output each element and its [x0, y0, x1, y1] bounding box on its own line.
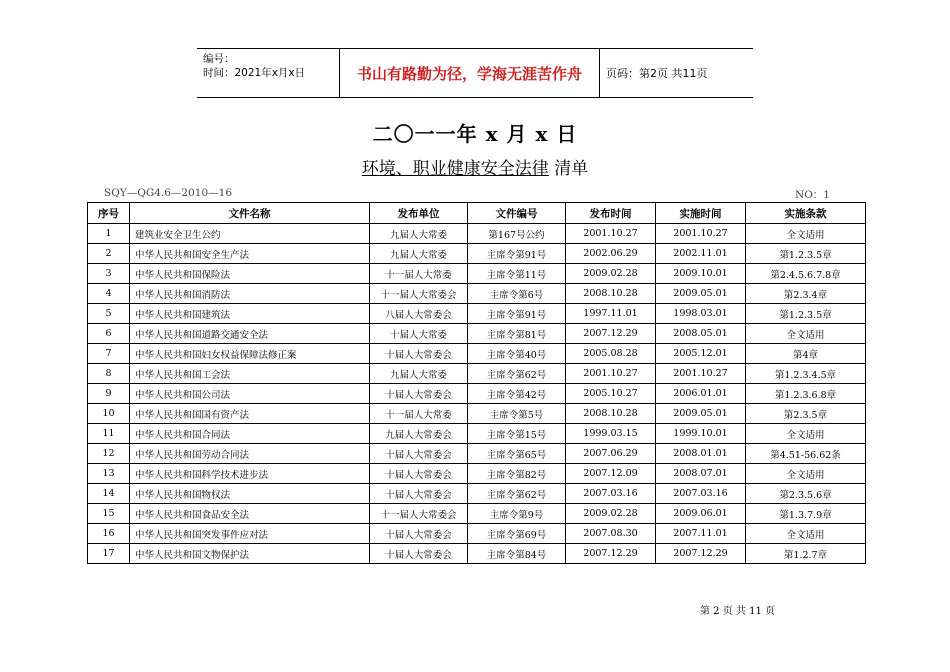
table-cell: 2009.06.01	[656, 504, 746, 524]
table-cell: 中华人民共和国保险法	[130, 264, 370, 284]
table-cell: 6	[88, 324, 130, 344]
table-cell: 中华人民共和国国有资产法	[130, 404, 370, 424]
table-cell: 中华人民共和国文物保护法	[130, 544, 370, 564]
table-cell: 十一届人大常委会	[370, 284, 468, 304]
table-cell: 建筑业安全卫生公约	[130, 224, 370, 244]
table-cell: 主席令第5号	[468, 404, 566, 424]
table-row	[88, 544, 866, 564]
table-cell: 第4.51-56.62条	[746, 444, 866, 464]
table-cell: 第1.2.3.4.5章	[746, 364, 866, 384]
table-cell: 主席令第69号	[468, 524, 566, 544]
table-row	[88, 404, 866, 424]
table-row	[88, 324, 866, 344]
law-list-table	[87, 202, 866, 564]
column-header: 实施条款	[746, 203, 866, 224]
table-cell: 中华人民共和国合同法	[130, 424, 370, 444]
table-cell: 第1.2.7章	[746, 544, 866, 564]
table-cell: 中华人民共和国工会法	[130, 364, 370, 384]
time-label: 时间：2021年x月x日	[203, 67, 306, 79]
table-cell: 十届人大常委会	[370, 444, 468, 464]
table-cell: 中华人民共和国妇女权益保障法修正案	[130, 344, 370, 364]
column-header: 文件编号	[468, 203, 566, 224]
table-cell: 全文适用	[746, 524, 866, 544]
table-cell: 中华人民共和国突发事件应对法	[130, 524, 370, 544]
table-cell: 主席令第11号	[468, 264, 566, 284]
table-cell: 1998.03.01	[656, 304, 746, 324]
table-cell: 2007.12.09	[566, 464, 656, 484]
table-cell: 十一届人大常委	[370, 264, 468, 284]
title-suffix: 清单	[548, 159, 589, 179]
table-cell: 2001.10.27	[656, 364, 746, 384]
table-row	[88, 524, 866, 544]
table-cell: 十届人大常委	[370, 324, 468, 344]
table-cell: 第2.4.5.6.7.8章	[746, 264, 866, 284]
table-cell: 中华人民共和国科学技术进步法	[130, 464, 370, 484]
table-cell: 1999.03.15	[566, 424, 656, 444]
table-cell: 第1.2.3.5章	[746, 244, 866, 264]
table-cell: 中华人民共和国公司法	[130, 384, 370, 404]
table-cell: 2009.05.01	[656, 404, 746, 424]
table-cell: 2008.07.01	[656, 464, 746, 484]
document-code: SQY—QG4.6—2010—16	[104, 187, 233, 199]
table-header-row	[88, 203, 866, 224]
table-cell: 2007.03.16	[566, 484, 656, 504]
table-cell: 中华人民共和国建筑法	[130, 304, 370, 324]
table-cell: 1	[88, 224, 130, 244]
table-cell: 十届人大常委会	[370, 484, 468, 504]
table-cell: 2007.11.01	[656, 524, 746, 544]
table-row	[88, 244, 866, 264]
document-number: NO：1	[795, 189, 830, 201]
table-cell: 15	[88, 504, 130, 524]
table-cell: 12	[88, 444, 130, 464]
table-cell: 2005.12.01	[656, 344, 746, 364]
table-row	[88, 344, 866, 364]
table-cell: 第2.3.5.6章	[746, 484, 866, 504]
table-cell: 主席令第84号	[468, 544, 566, 564]
table-row	[88, 304, 866, 324]
table-cell: 2009.05.01	[656, 284, 746, 304]
table-cell: 十届人大常委会	[370, 384, 468, 404]
table-cell: 17	[88, 544, 130, 564]
table-cell: 十届人大常委会	[370, 544, 468, 564]
table-cell: 2007.08.30	[566, 524, 656, 544]
table-cell: 2007.03.16	[656, 484, 746, 504]
table-cell: 2005.08.28	[566, 344, 656, 364]
table-cell: 九届人大常委	[370, 224, 468, 244]
table-row	[88, 364, 866, 384]
table-cell: 第167号公约	[468, 224, 566, 244]
table-cell: 中华人民共和国食品安全法	[130, 504, 370, 524]
table-cell: 第1.2.3.5章	[746, 304, 866, 324]
table-cell: 2007.06.29	[566, 444, 656, 464]
table-cell: 主席令第40号	[468, 344, 566, 364]
table-cell: 2	[88, 244, 130, 264]
table-cell: 2002.06.29	[566, 244, 656, 264]
table-cell: 中华人民共和国道路交通安全法	[130, 324, 370, 344]
table-cell: 2001.10.27	[656, 224, 746, 244]
table-cell: 13	[88, 464, 130, 484]
page-footer: 第 2 页 共 11 页	[700, 606, 775, 617]
table-cell: 10	[88, 404, 130, 424]
table-cell: 十届人大常委会	[370, 464, 468, 484]
table-cell: 中华人民共和国劳动合同法	[130, 444, 370, 464]
table-cell: 八届人大常委会	[370, 304, 468, 324]
table-cell: 2008.01.01	[656, 444, 746, 464]
table-cell: 中华人民共和国消防法	[130, 284, 370, 304]
table-cell: 2008.05.01	[656, 324, 746, 344]
table-cell: 主席令第6号	[468, 284, 566, 304]
table-cell: 第2.3.5章	[746, 404, 866, 424]
table-cell: 第2.3.4章	[746, 284, 866, 304]
table-cell: 主席令第15号	[468, 424, 566, 444]
table-cell: 2007.12.29	[566, 324, 656, 344]
table-cell: 2009.02.28	[566, 264, 656, 284]
table-cell: 十一届人大常委会	[370, 504, 468, 524]
table-cell: 主席令第9号	[468, 504, 566, 524]
table-cell: 全文适用	[746, 424, 866, 444]
table-cell: 主席令第62号	[468, 484, 566, 504]
table-cell: 九届人大常委	[370, 364, 468, 384]
table-cell: 2009.10.01	[656, 264, 746, 284]
column-header: 文件名称	[130, 203, 370, 224]
table-cell: 九届人大常委会	[370, 424, 468, 444]
table-cell: 9	[88, 384, 130, 404]
table-cell: 第1.2.3.6.8章	[746, 384, 866, 404]
table-row	[88, 484, 866, 504]
column-header: 发布时间	[566, 203, 656, 224]
table-cell: 11	[88, 424, 130, 444]
table-cell: 1999.10.01	[656, 424, 746, 444]
table-row	[88, 464, 866, 484]
table-cell: 主席令第82号	[468, 464, 566, 484]
table-cell: 主席令第42号	[468, 384, 566, 404]
table-cell: 九届人大常委	[370, 244, 468, 264]
table-cell: 2007.12.29	[656, 544, 746, 564]
table-cell: 2001.10.27	[566, 364, 656, 384]
table-cell: 2002.11.01	[656, 244, 746, 264]
table-cell: 2005.10.27	[566, 384, 656, 404]
table-row	[88, 504, 866, 524]
table-row	[88, 424, 866, 444]
table-row	[88, 284, 866, 304]
document-date: 二〇一一年 x 月 x 日	[372, 122, 578, 146]
table-cell: 16	[88, 524, 130, 544]
table-cell: 主席令第65号	[468, 444, 566, 464]
table-cell: 2001.10.27	[566, 224, 656, 244]
table-cell: 5	[88, 304, 130, 324]
header-page-info: 页码：第2页 共11页	[606, 67, 708, 80]
header-motto: 书山有路勤为径，学海无涯苦作舟	[340, 49, 600, 97]
column-header: 序号	[88, 203, 130, 224]
table-cell: 全文适用	[746, 464, 866, 484]
table-cell: 全文适用	[746, 324, 866, 344]
table-cell: 主席令第81号	[468, 324, 566, 344]
table-row	[88, 384, 866, 404]
table-cell: 2006.01.01	[656, 384, 746, 404]
table-cell: 中华人民共和国安全生产法	[130, 244, 370, 264]
code-label: 编号：	[203, 53, 235, 65]
table-cell: 主席令第62号	[468, 364, 566, 384]
table-cell: 3	[88, 264, 130, 284]
title-underlined: 环境、职业健康安全法律	[361, 159, 549, 179]
table-cell: 第1.3.7.9章	[746, 504, 866, 524]
table-cell: 7	[88, 344, 130, 364]
table-cell: 2007.12.29	[566, 544, 656, 564]
column-header: 发布单位	[370, 203, 468, 224]
table-cell: 8	[88, 364, 130, 384]
table-row	[88, 444, 866, 464]
table-cell: 第4章	[746, 344, 866, 364]
page-header	[197, 48, 753, 98]
table-cell: 主席令第91号	[468, 304, 566, 324]
table-cell: 4	[88, 284, 130, 304]
table-cell: 2008.10.28	[566, 284, 656, 304]
table-cell: 14	[88, 484, 130, 504]
table-cell: 2008.10.28	[566, 404, 656, 424]
table-cell: 中华人民共和国物权法	[130, 484, 370, 504]
table-cell: 主席令第91号	[468, 244, 566, 264]
table-cell: 十届人大常委会	[370, 344, 468, 364]
table-row	[88, 224, 866, 244]
table-cell: 1997.11.01	[566, 304, 656, 324]
document-title	[0, 154, 950, 179]
table-cell: 十一届人大常委	[370, 404, 468, 424]
header-info	[197, 49, 340, 97]
table-cell: 2009.02.28	[566, 504, 656, 524]
table-cell: 全文适用	[746, 224, 866, 244]
table-row	[88, 264, 866, 284]
column-header: 实施时间	[656, 203, 746, 224]
table-cell: 十届人大常委会	[370, 524, 468, 544]
